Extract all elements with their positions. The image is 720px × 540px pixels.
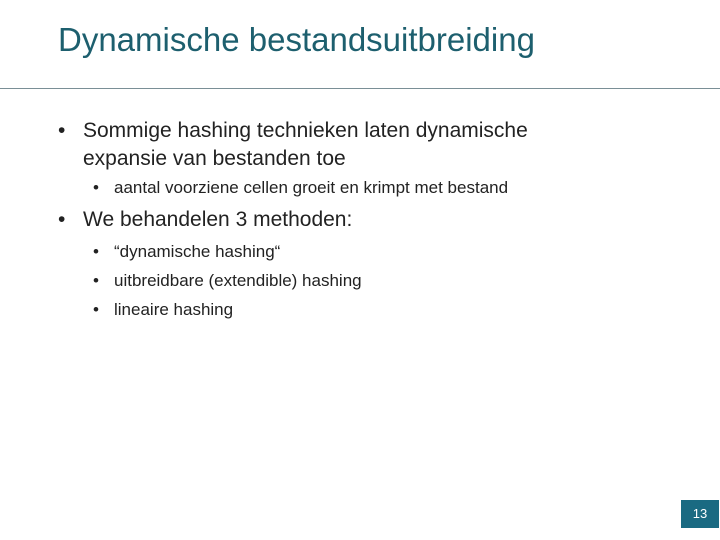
sub-bullet-text: aantal voorziene cellen groeit en krimpt met bestand [114,178,509,197]
sub-bullet-marker: • [93,242,99,261]
sub-bullet-item [93,270,693,292]
sub-bullet-marker: • [93,178,99,197]
title-divider [0,88,720,89]
sub-bullet-marker: • [93,300,99,319]
bullet-marker: • [58,119,66,142]
bullet-text: Sommige hashing technieken laten dynamische [83,119,528,142]
sub-bullet-text: uitbreidbare (extendible) hashing [114,271,362,290]
bullet-marker: • [58,208,66,231]
sub-bullet-marker: • [93,271,99,290]
page-number-badge: 13 [681,500,719,528]
sub-bullet-item [93,241,693,263]
sub-bullet-item [93,299,693,321]
bullet-text-continuation: expansie van bestanden toe [83,147,346,170]
sub-bullet-item [93,177,693,199]
bullet-text: We behandelen 3 methoden: [83,208,353,231]
sub-bullet-text: lineaire hashing [114,300,234,319]
sub-bullet-text: “dynamische hashing“ [114,242,281,261]
bullet-item [58,206,678,234]
slide-title: Dynamische bestandsuitbreiding [58,21,535,58]
bullet-item [58,117,678,173]
